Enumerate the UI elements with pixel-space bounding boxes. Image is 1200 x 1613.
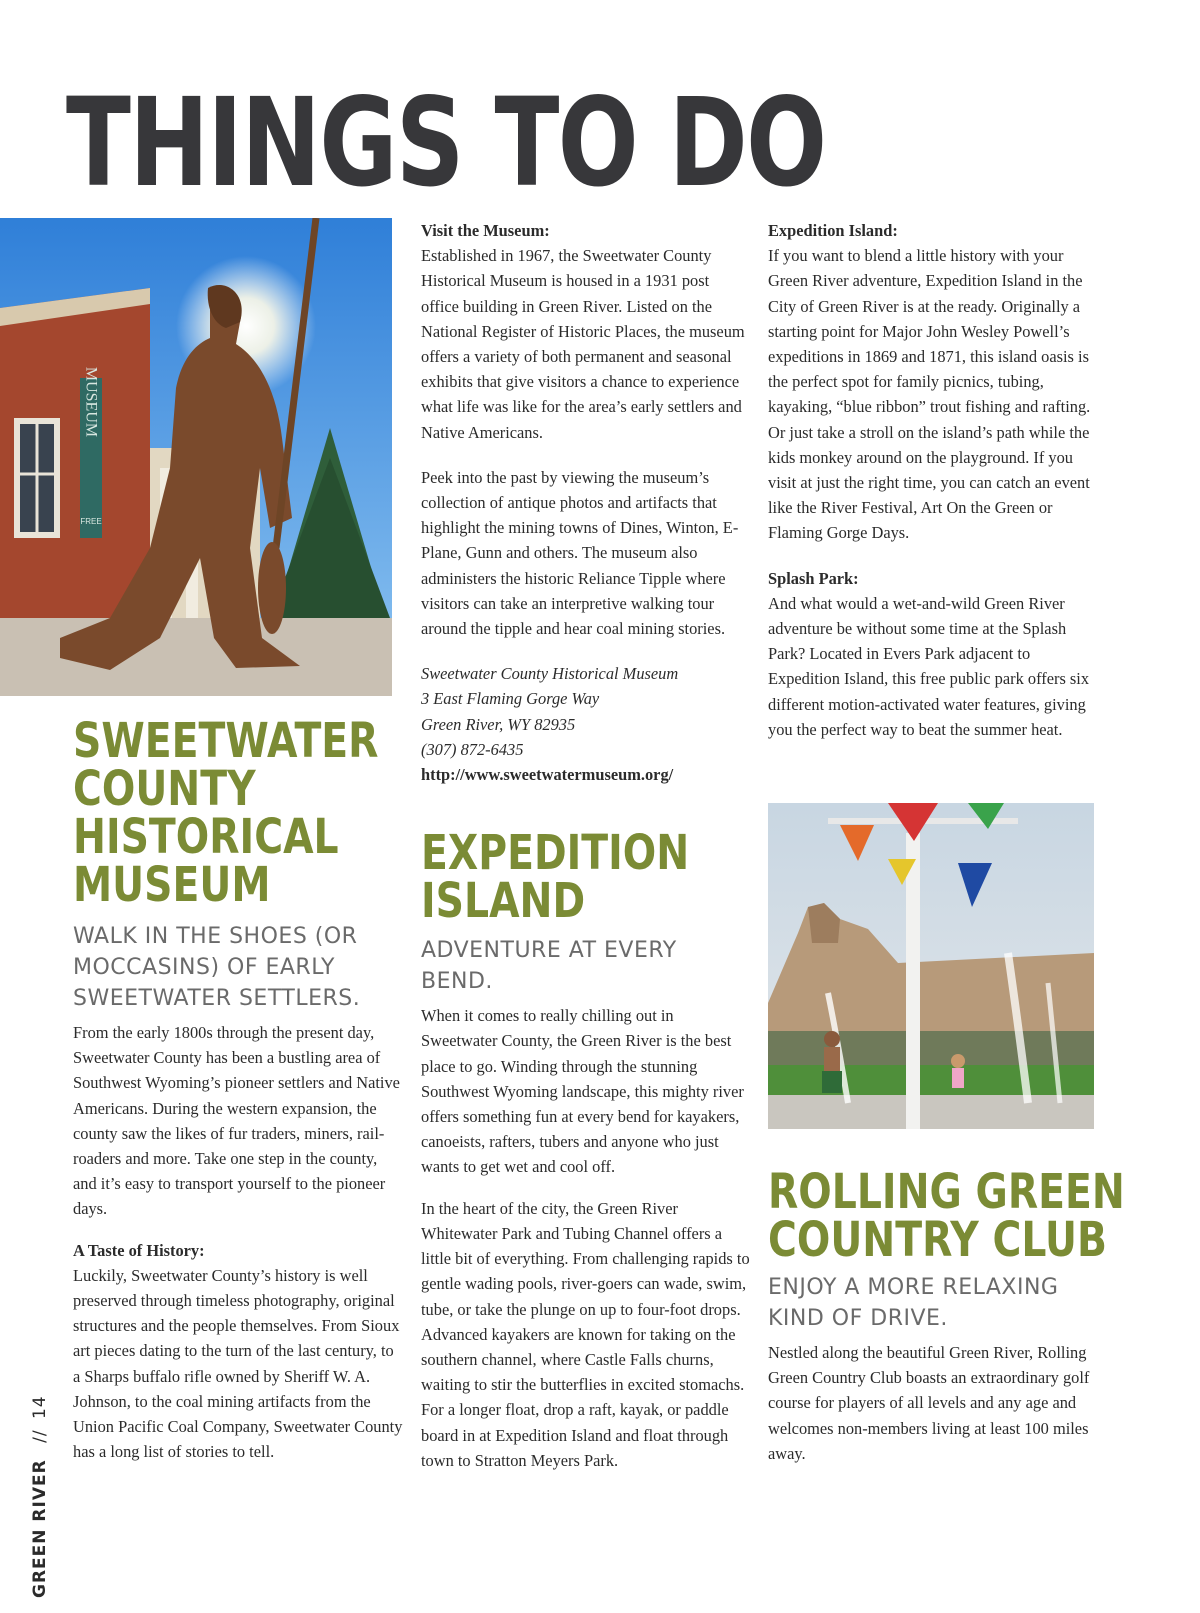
golf-tagline-line: KIND OF DRIVE.: [768, 1306, 948, 1331]
visit-body: Established in 1967, the Sweetwater County Historical Museum is housed in a 1931 post office building in Green River. Listed on the National Register of Historic Places, the museum offers a variety of both permanent and seasonal exhibits that give visitors a chance to experience what life was like for the area’s early settlers and Native Americans.: [421, 246, 745, 442]
island-heading: Expedition Island:: [768, 221, 898, 240]
golf-tagline-line: ENJOY A MORE RELAXING: [768, 1275, 1059, 1300]
museum-url-link[interactable]: http://www.sweetwatermuseum.org/: [421, 765, 674, 785]
expedition-heading: [421, 825, 692, 930]
museum-statue-photo: [0, 218, 392, 696]
golf-tagline: [768, 1272, 1098, 1334]
museum-intro: From the early 1800s through the present day, Sweetwater County has been a bustling area of Southwest Wyoming’s pioneer settlers and Native Americans. During the western expansion, the county saw the likes of fur traders, miners, rail-roaders and more. Take one step in the county, and it’s easy to transport yourself to the pioneer days.: [73, 1023, 400, 1219]
museum-heading: [73, 713, 379, 913]
address-line: Green River, WY 82935: [421, 714, 576, 734]
museum-sign-text: MUSEUM: [82, 366, 100, 438]
taste-body: Luckily, Sweetwater County’s history is well preserved through timeless photography, original structures and the people themselves. From Sioux art pieces dating to the turn of the last century, to a Sharps buffalo rifle owned by Sheriff W. A. Johnson, to the coal mining artifacts from the Union Pacific Coal Company, Sweetwater County has a long list of stories to tell.: [73, 1265, 403, 1462]
golf-heading: [768, 1164, 1125, 1268]
museum-sign-small: FREE: [80, 517, 102, 526]
museum-heading-line: SWEETWATER: [73, 713, 379, 769]
expedition-body-2: In the heart of the city, the Green River Whitewater Park and Tubing Channel offers a little bit of everything. From challenging rapids to gentle wading pools, river-goers can wade, swim, tube, or take the plunge on up to four-foot drops. Advanced kayakers are known for taking on the southern channel, where Castle Falls churns, waiting to stir the butterflies in excited stomachs. For a longer float, drop a raft, kayak, or paddle board in at Expedition Island and float through town to Stratton Meyers Park.: [421, 1198, 750, 1470]
island-body: If you want to blend a little history with your Green River adventure, Expedition Island in the City of Green River is at the ready. Originally a starting point for Major John Wesley Powell’s expeditions in 1869 and 1871, this island oasis is the perfect spot for family picnics, tubing, kayaking, “blue ribbon” trout fishing and rafting. Or just take a stroll on the island’s path while the kids monkey around on the playground. If you visit at just the right time, you can catch an event like the River Festival, Art On the Green or Flaming Gorge Days.: [768, 246, 1091, 543]
footer-section: GREEN RIVER: [30, 1459, 50, 1598]
taste-heading: A Taste of History:: [73, 1240, 205, 1260]
museum-tagline-line: MOCCASINS) OF EARLY: [73, 955, 335, 980]
expedition-body-1: When it comes to really chilling out in Sweetwater County, the Green River is the best place to go. Winding through the stunning Southwest Wyoming landscape, this mighty river offers something fun at every bend for kayakers, canoeists, rafters, tubers and anyone who just wants to get wet and cool off.: [421, 1006, 744, 1177]
address-line: Sweetwater County Historical Museum: [421, 664, 679, 684]
museum-tagline: [73, 921, 403, 1014]
museum-address: [421, 661, 751, 762]
museum-heading-line: HISTORICAL: [73, 809, 339, 865]
golf-body: Nestled along the beautiful Green River, Rolling Green Country Club boasts an extraordinary golf course for players of all levels and any age and welcomes non-members living at least 100 miles away.: [768, 1343, 1090, 1463]
museum-column: [73, 713, 403, 1464]
footer-separator: //: [30, 1429, 50, 1443]
expedition-heading-line: ISLAND: [421, 873, 586, 930]
address-line: (307) 872-6435: [421, 739, 524, 759]
page-title: THINGS TO DO: [66, 72, 826, 214]
splash-heading: Splash Park:: [768, 568, 859, 588]
footer-page-number: 14: [30, 1395, 50, 1420]
visit-heading: Visit the Museum:: [421, 221, 550, 240]
middle-column: [421, 218, 751, 1473]
expedition-heading-line: EXPEDITION: [421, 825, 690, 882]
right-column: [768, 218, 1098, 742]
golf-heading-line: ROLLING GREEN: [768, 1164, 1125, 1220]
museum-heading-line: COUNTY: [73, 761, 256, 817]
peek-body: Peek into the past by viewing the museum’s collection of antique photos and artifacts that highlight the mining towns of Dines, Winton, E-Plane, Gunn and others. The museum also administers the historic Reliance Tipple where visitors can take an interpretive walking tour around the tipple and hear coal mining stories.: [421, 467, 739, 639]
museum-heading-line: MUSEUM: [73, 857, 271, 913]
golf-heading-line: COUNTRY CLUB: [768, 1212, 1107, 1268]
golf-column: [768, 1164, 1125, 1466]
page-footer: [30, 1395, 50, 1598]
museum-tagline-line: SWEETWATER SETTLERS.: [73, 986, 361, 1011]
expedition-tagline: ADVENTURE AT EVERY BEND.: [421, 938, 677, 995]
splash-park-photo: [768, 803, 1094, 1129]
address-line: 3 East Flaming Gorge Way: [421, 689, 600, 709]
splash-body: And what would a wet-and-wild Green River adventure be without some time at the Splash Park? Located in Evers Park adjacent to Expedition Island, this free public park offers six different motion-activated water features, giving you the perfect way to beat the summer heat.: [768, 593, 1090, 739]
museum-tagline-line: WALK IN THE SHOES (OR: [73, 924, 358, 949]
